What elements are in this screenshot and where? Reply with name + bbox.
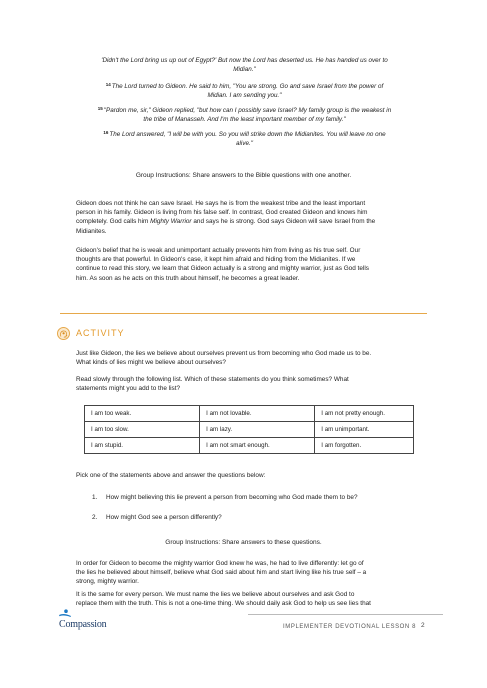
paragraph-lies-intro [76,349,421,367]
text-line: Midianites. [76,227,107,235]
text-line: the lies he believed about himself, believe what God said about him and start living like his true self – a [76,569,367,577]
table-cell: I am stupid. [85,438,200,454]
text-span: and says he is strong. God says Gideon will save Israel from the [191,218,376,226]
text-line: Gideon does not think he can save Israel. He says he is from the weakest tribe and the least important [76,200,366,207]
table-cell: I am lazy. [200,422,315,438]
verse-number: 16 [103,130,109,135]
text-line: thoughts are that powerful. In Gideon's case, it kept him afraid and hiding from the Midianites. If we [76,256,356,264]
table-row [85,438,414,454]
text-line: statements might you add to the list? [76,385,181,393]
table-cell: I am too weak. [85,406,200,422]
table-row [85,406,414,422]
paragraph-mighty-warrior [76,559,421,587]
table-row [85,422,414,438]
text-line: Read slowly through the following list. Which of these statements do you think sometimes? What [76,376,349,383]
quote-line [72,128,417,139]
group-instructions-bible: Group Instructions: Share answers to the Bible questions with one another. [135,172,352,179]
text-span: completely. God calls him [76,218,151,226]
table-cell: I am forgotten. [315,438,414,454]
scripture-verse-14 [72,80,417,100]
italic-phrase: Mighty Warrior [150,218,192,226]
page-number: 2 [421,622,425,629]
list-number: 1. [92,494,98,501]
verse-text: The Lord answered, "I will be with you. So you will strike down the Midianites. You will leave no one [109,131,386,138]
text-line [76,217,421,226]
list-item [92,494,412,501]
group-instructions-questions: Group Instructions: Share answers to these questions. [165,539,322,546]
list-item [92,514,412,521]
verse-number: 14 [105,82,111,87]
table-cell: I am not lovable. [200,406,315,422]
text-line: person in his family. Gideon is living from his false self. In contrast, God created Gideon and knows him [76,209,368,217]
list-number: 2. [92,514,98,521]
question-text: How might God see a person differently? [106,514,222,521]
verse-text: The Lord turned to Gideon. He said to him, "You are strong. Go and save Israel from the power of [111,83,384,90]
quote-line [72,80,417,91]
verse-number: 15 [97,106,103,111]
text-line: In order for Gideon to become the mighty warrior God knew he was, he had to live differently: let go of [76,560,364,567]
text-line: What kinds of lies might we believe about ourselves? [76,359,226,367]
text-line: Gideon's belief that he is weak and unimportant actually prevents him from living as his true self. Our [76,247,361,254]
question-text: How might believing this lie prevent a person from becoming who God made them to be? [106,494,358,501]
scripture-verse-15 [72,104,417,124]
paragraph-read-list [76,375,421,393]
paragraph-same-for-everyone [76,590,421,608]
text-line: It is the same for every person. We must name the lies we believe about ourselves and ask God to [76,591,355,598]
lightbulb-head-icon [57,327,70,340]
quote-line: alive." [236,140,253,147]
table-cell: I am unimportant. [315,422,414,438]
lies-table [84,405,414,454]
quote-line: Midian. I am sending you." [207,92,282,99]
quote-line: Midian." [233,66,256,73]
scripture-quote-13 [72,56,417,74]
text-line: replace them with the truth. This is not a one-time thing. We should daily ask God to help us see lies that [76,600,371,608]
table-cell: I am not pretty enough. [315,406,414,422]
footer-title: IMPLEMENTER DEVOTIONAL LESSON 8 [283,624,417,630]
quote-line: the tribe of Manasseh. And I'm the least important member of my family." [143,116,346,123]
text-line: Just like Gideon, the lies we believe about ourselves prevent us from becoming who God made us to be. [76,350,372,357]
text-line: continue to read this story, we learn that Gideon actually is a strong and mighty warrior, just as God tells [76,265,369,273]
footer-divider [248,614,443,615]
quote-line [72,104,417,115]
pick-statement-text: Pick one of the statements above and answer the questions below: [76,472,266,479]
text-line: him. As soon as he acts on this truth about himself, he becomes a great leader. [76,274,300,282]
scripture-verse-16 [72,128,417,148]
compassion-logo: Compassion [59,619,107,630]
activity-divider [60,313,427,314]
text-line: strong, mighty warrior. [76,578,139,586]
verse-text: "Pardon me, sir," Gideon replied, "but how can I possibly save Israel? My family group is the weakest in [103,107,392,114]
quote-line: 'Didn't the Lord bring us up out of Egypt?' But now the Lord has deserted us. He has handed us over to [101,57,388,64]
activity-heading: ACTIVITY [76,328,125,338]
paragraph-gideon-belief [76,246,421,283]
table-cell: I am not smart enough. [200,438,315,454]
table-cell: I am too slow. [85,422,200,438]
paragraph-gideon-false-self [76,199,421,236]
